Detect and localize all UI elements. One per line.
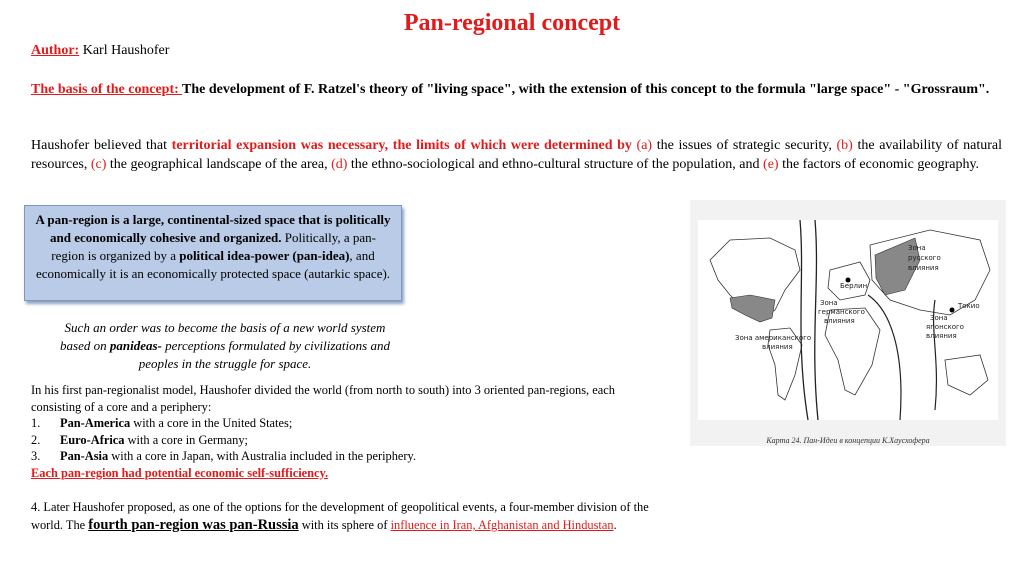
order-paragraph bbox=[50, 319, 400, 373]
region-name: Pan-America bbox=[60, 416, 131, 430]
belief-text-c: the geographical landscape of the area, bbox=[106, 157, 328, 172]
map-label-japan-1: Зона bbox=[930, 314, 948, 322]
page-title: Pan-regional concept bbox=[403, 10, 621, 36]
list-number: 3. bbox=[31, 449, 41, 463]
list-number: 1. bbox=[31, 416, 41, 430]
region-name: Pan-Asia bbox=[60, 449, 109, 463]
order-text-1: Such an order was to become the basis of a new world system based on bbox=[60, 320, 386, 353]
model-intro: In his first pan-regionalist model, Haushofer divided the world (from north to south) into 3 oriented pan-regions, each consisting of a core and a periphery: bbox=[31, 383, 615, 414]
belief-emphasis: territorial expansion was necessary, the limits of which were determined by bbox=[171, 138, 632, 153]
list-item bbox=[31, 432, 661, 449]
belief-intro: Haushofer believed that bbox=[31, 138, 172, 153]
self-sufficiency-note: Each pan-region had potential economic self-sufficiency. bbox=[31, 465, 329, 480]
basis-paragraph bbox=[31, 80, 1002, 99]
order-bold: panideas- bbox=[109, 338, 162, 353]
list-number: 2. bbox=[31, 432, 41, 447]
belief-text-b: the availability of natural resources, bbox=[31, 138, 1002, 172]
belief-paragraph bbox=[31, 136, 1002, 174]
list-item bbox=[31, 448, 661, 465]
belief-text-e: the factors of economic geography. bbox=[778, 157, 980, 172]
pan-region-list bbox=[31, 415, 661, 465]
basis-label: The basis of the concept: bbox=[31, 82, 183, 97]
region-text: with a core in Japan, with Australia included in the periphery. bbox=[108, 449, 417, 463]
map-label-japan-3: влияния bbox=[926, 332, 957, 340]
map-caption: Карта 24. Пан-Идеи в концепции К.Хаусхофера bbox=[766, 436, 930, 445]
influence-link[interactable]: influence in Iran, Afghanistan and Hindustan bbox=[390, 518, 614, 532]
definition-bold-2: political idea-power (pan-idea) bbox=[179, 248, 350, 263]
author-name: Karl Haushofer bbox=[79, 43, 170, 58]
tokyo-marker bbox=[950, 308, 955, 313]
belief-text-a: the issues of strategic security, bbox=[652, 138, 832, 153]
later-text-3: . bbox=[613, 518, 617, 532]
map-label-russian-1: Зона bbox=[908, 244, 926, 252]
belief-mark-a: (a) bbox=[631, 138, 653, 153]
map-label-russian-3: влияния bbox=[908, 264, 939, 272]
map-label-tokyo: Токио bbox=[958, 302, 980, 310]
later-text-1: 4. Later Haushofer proposed, as one of the options for the development of geopolitical events, a four-member division of the world. The bbox=[31, 500, 649, 532]
fourth-region-highlight: fourth pan-region was pan-Russia bbox=[88, 517, 299, 533]
region-text: with a core in the United States; bbox=[130, 416, 293, 430]
region-name: Euro-Africa bbox=[60, 432, 125, 447]
belief-mark-c: (c) bbox=[87, 157, 107, 172]
map-label-berlin: Берлин bbox=[840, 282, 868, 290]
list-item bbox=[31, 415, 661, 432]
map-label-america-1: Зона американского bbox=[735, 334, 812, 342]
map-label-german-3: влияния bbox=[824, 317, 855, 325]
model-section bbox=[31, 382, 661, 481]
later-text-2: with its sphere of bbox=[298, 518, 391, 532]
author-label: Author: bbox=[31, 43, 80, 58]
belief-mark-d: (d) bbox=[327, 157, 348, 172]
definition-text-2: , and economically it is an economically protected space (autarkic space). bbox=[35, 248, 391, 281]
map-label-america-2: влияния bbox=[762, 343, 793, 351]
belief-text-d: the ethno-sociological and ethno-cultural structure of the population, and bbox=[347, 157, 760, 172]
world-map-graphic bbox=[690, 200, 1006, 446]
world-map bbox=[690, 200, 1006, 446]
map-label-german-1: Зона bbox=[820, 299, 838, 307]
basis-text: The development of F. Ratzel's theory of "living space", with the extension of this concept to the formula "large space" - "Grossraum". bbox=[182, 82, 990, 97]
author-line bbox=[31, 43, 169, 59]
region-text: with a core in Germany; bbox=[124, 432, 248, 447]
definition-box bbox=[24, 205, 402, 301]
map-label-japan-2: японского bbox=[926, 323, 964, 331]
belief-mark-e: (e) bbox=[759, 157, 779, 172]
map-label-russian-2: русского bbox=[908, 254, 941, 262]
later-paragraph bbox=[31, 498, 651, 534]
definition-bold-1: A pan-region is a large, continental-sized space that is politically and economically cohesive and organized. bbox=[35, 212, 391, 245]
map-label-german-2: германского bbox=[818, 308, 865, 316]
definition-text-1: Politically, a pan-region is organized by a bbox=[51, 230, 376, 263]
belief-mark-b: (b) bbox=[831, 138, 853, 153]
order-text-2: perceptions formulated by civilizations and peoples in the struggle for space. bbox=[138, 338, 390, 371]
